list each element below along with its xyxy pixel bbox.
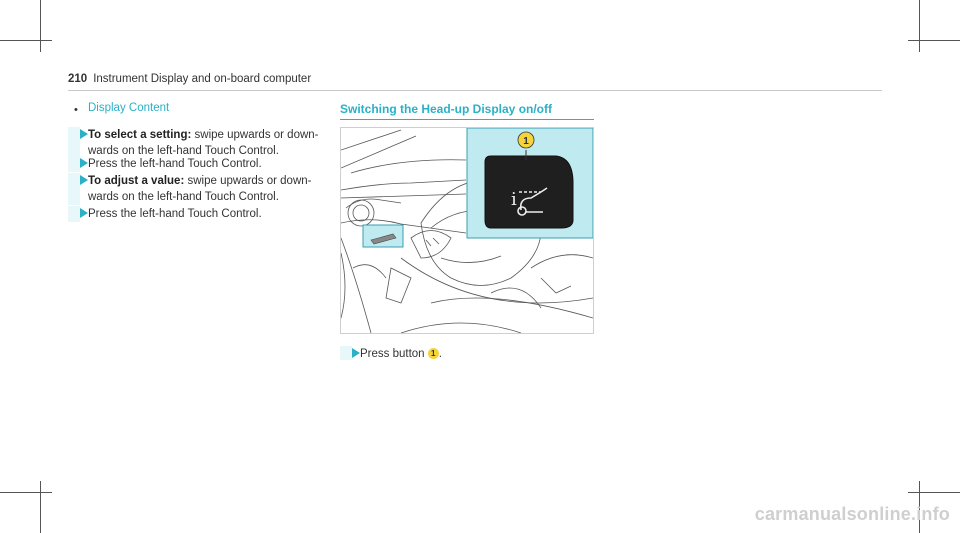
display-content-link[interactable]: Display Content bbox=[88, 102, 170, 114]
cockpit-drawing bbox=[341, 128, 593, 333]
step-bar bbox=[68, 156, 80, 172]
step-bar bbox=[68, 127, 80, 159]
crop-mark bbox=[919, 0, 920, 52]
section-title: Switching the Head-up Display on/off bbox=[340, 102, 553, 116]
page-number: 210 bbox=[68, 73, 88, 85]
callout-number: 1 bbox=[523, 136, 529, 147]
arrow-right-icon bbox=[80, 208, 88, 218]
crop-mark bbox=[908, 492, 960, 493]
crop-mark bbox=[0, 492, 52, 493]
arrow-right-icon bbox=[80, 129, 88, 139]
step-adjust-value bbox=[68, 173, 328, 205]
step-press-2 bbox=[68, 206, 328, 222]
watermark: carmanualsonline.info bbox=[754, 504, 950, 524]
crop-mark bbox=[0, 40, 52, 41]
arrow-right-icon bbox=[80, 175, 88, 185]
step-select-setting bbox=[68, 127, 328, 159]
section-divider bbox=[340, 119, 594, 120]
arrow-right-icon bbox=[352, 348, 360, 358]
step-text: Press the left-hand Touch Control. bbox=[88, 208, 262, 220]
step-text: Press button 1 . bbox=[360, 348, 442, 360]
crop-mark bbox=[40, 481, 41, 533]
cockpit-illustration bbox=[340, 127, 594, 334]
page-header bbox=[68, 73, 311, 85]
step-press-1 bbox=[68, 156, 328, 172]
bullet-icon: • bbox=[74, 104, 78, 116]
step-bar bbox=[340, 346, 352, 360]
step-text: To select a setting: swipe upwards or down-wards on the left-hand Touch Control. bbox=[88, 129, 319, 157]
callout-badge: 1 bbox=[428, 348, 439, 359]
step-bar bbox=[68, 206, 80, 222]
step-text: Press the left-hand Touch Control. bbox=[88, 158, 262, 170]
header-divider bbox=[68, 90, 882, 91]
page-header-title: Instrument Display and on-board computer bbox=[93, 73, 312, 85]
arrow-right-icon bbox=[80, 158, 88, 168]
step-bar bbox=[68, 173, 80, 205]
crop-mark bbox=[908, 40, 960, 41]
crop-mark bbox=[40, 0, 41, 52]
svg-text:i: i bbox=[511, 189, 517, 210]
step-text: To adjust a value: swipe upwards or down-wards on the left-hand Touch Control. bbox=[88, 175, 312, 203]
